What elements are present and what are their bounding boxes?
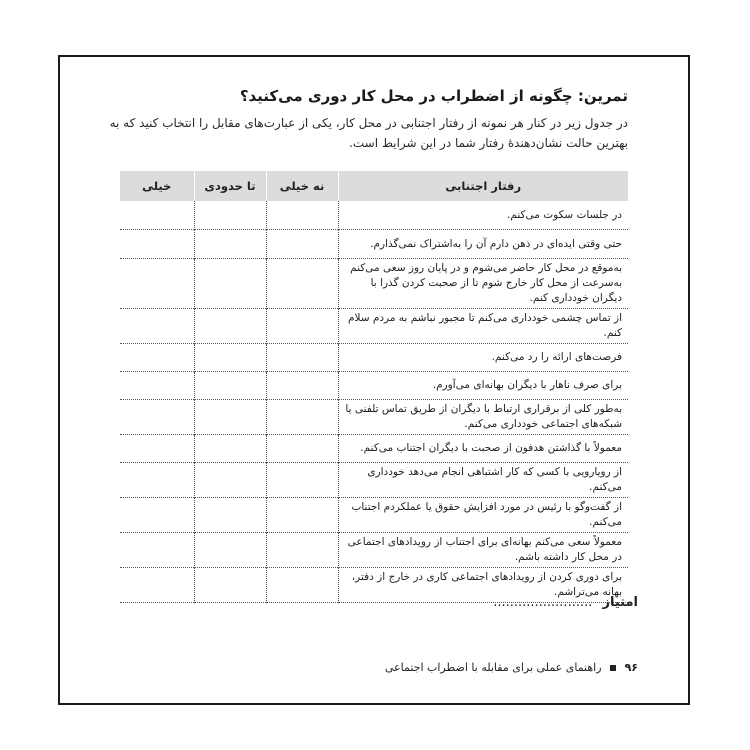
header-behavior: رفتار اجتنابی <box>338 171 628 201</box>
answer-cell-somewhat[interactable] <box>194 568 266 603</box>
table-row <box>120 309 628 344</box>
answer-cell-not-much[interactable] <box>266 344 338 372</box>
behavior-cell: معمولاً سعی می‌کنم بهانه‌ای برای اجتناب از رویدادهای اجتماعی در محل کار داشته باشم. <box>338 533 628 568</box>
answer-cell-somewhat[interactable] <box>194 344 266 372</box>
answer-cell-not-much[interactable] <box>266 230 338 259</box>
answer-cell-not-much[interactable] <box>266 435 338 463</box>
exercise-instructions: در جدول زیر در کنار هر نمونه از رفتار اجتنابی در محل کار، یکی از عبارت‌های مقابل را انتخاب کنید که به بهترین حالت نشان‌دهندهٔ رفتار شما در این شرایط است. <box>109 116 628 150</box>
behavior-cell: به‌موقع در محل کار حاضر می‌شوم و در پایان روز سعی می‌کنم به‌سرعت از محل کار خارج شوم تا از صحبت کردن گذرا با دیگران خودداری کنم. <box>338 259 628 309</box>
answer-cell-very-much[interactable] <box>120 372 194 400</box>
header-not-much: نه خیلی <box>266 171 338 201</box>
answer-cell-very-much[interactable] <box>120 201 194 230</box>
answer-cell-very-much[interactable] <box>120 309 194 344</box>
answer-cell-not-much[interactable] <box>266 259 338 309</box>
answer-cell-somewhat[interactable] <box>194 309 266 344</box>
answer-cell-not-much[interactable] <box>266 372 338 400</box>
table-row <box>120 533 628 568</box>
table-row <box>120 201 628 230</box>
table-row <box>120 344 628 372</box>
answer-cell-somewhat[interactable] <box>194 201 266 230</box>
behavior-cell: حتی وقتی ایده‌ای در ذهن دارم آن را به‌اشتراک نمی‌گذارم. <box>338 230 628 259</box>
answer-cell-not-much[interactable] <box>266 309 338 344</box>
answer-cell-somewhat[interactable] <box>194 372 266 400</box>
answer-cell-somewhat[interactable] <box>194 230 266 259</box>
answer-cell-somewhat[interactable] <box>194 259 266 309</box>
answer-cell-very-much[interactable] <box>120 400 194 435</box>
answer-cell-very-much[interactable] <box>120 533 194 568</box>
table-row <box>120 259 628 309</box>
page-footer <box>385 661 638 674</box>
table-row <box>120 230 628 259</box>
answer-cell-very-much[interactable] <box>120 498 194 533</box>
exercise-title: تمرین: چگونه از اضطراب در محل کار دوری می‌کنید؟ <box>239 87 628 105</box>
page-content <box>60 57 688 703</box>
answer-cell-somewhat[interactable] <box>194 463 266 498</box>
behavior-cell: فرصت‌های ارائه را رد می‌کنم. <box>338 344 628 372</box>
score-label: امتیاز <box>602 595 638 610</box>
answer-cell-not-much[interactable] <box>266 201 338 230</box>
behavior-cell: معمولاً با گذاشتن هدفون از صحبت با دیگران اجتناب می‌کنم. <box>338 435 628 463</box>
behavior-cell: به‌طور کلی از برقراری ارتباط با دیگران از طریق تماس تلفنی یا شبکه‌های اجتماعی خودداری می‌کنم. <box>338 400 628 435</box>
answer-cell-somewhat[interactable] <box>194 533 266 568</box>
behavior-cell: برای صرف ناهار با دیگران بهانه‌ای می‌آورم. <box>338 372 628 400</box>
score-blank[interactable]: ........................ <box>493 595 593 610</box>
table-row <box>120 498 628 533</box>
behavior-cell: از گفت‌وگو با رئیس در مورد افزایش حقوق یا عملکردم اجتناب می‌کنم. <box>338 498 628 533</box>
table-row <box>120 372 628 400</box>
behavior-cell: از تماس چشمی خودداری می‌کنم تا مجبور نباشم به مردم سلام کنم. <box>338 309 628 344</box>
answer-cell-somewhat[interactable] <box>194 400 266 435</box>
answer-cell-very-much[interactable] <box>120 435 194 463</box>
behavior-cell: در جلسات سکوت می‌کنم. <box>338 201 628 230</box>
answer-cell-somewhat[interactable] <box>194 435 266 463</box>
page-number: ۹۶ <box>624 661 638 674</box>
behavior-cell: از رویارویی با کسی که کار اشتباهی انجام می‌دهد خودداری می‌کنم. <box>338 463 628 498</box>
book-title: راهنمای عملی برای مقابله با اضطراب اجتماعی <box>384 661 602 674</box>
answer-cell-somewhat[interactable] <box>194 498 266 533</box>
answer-cell-not-much[interactable] <box>266 498 338 533</box>
answer-cell-not-much[interactable] <box>266 400 338 435</box>
answer-cell-very-much[interactable] <box>120 230 194 259</box>
table-row <box>120 435 628 463</box>
behavior-table <box>120 171 628 603</box>
answer-cell-not-much[interactable] <box>266 533 338 568</box>
answer-cell-not-much[interactable] <box>266 463 338 498</box>
answer-cell-very-much[interactable] <box>120 344 194 372</box>
answer-cell-very-much[interactable] <box>120 463 194 498</box>
score-line <box>493 595 638 610</box>
answer-cell-very-much[interactable] <box>120 259 194 309</box>
square-bullet-icon <box>610 665 616 671</box>
page-frame <box>58 55 690 705</box>
header-somewhat: تا حدودی <box>194 171 266 201</box>
table-row <box>120 463 628 498</box>
answer-cell-very-much[interactable] <box>120 568 194 603</box>
header-very-much: خیلی <box>120 171 194 201</box>
table-header-row <box>120 171 628 201</box>
answer-cell-not-much[interactable] <box>266 568 338 603</box>
table-row <box>120 400 628 435</box>
behavior-cell: برای دوری کردن از رویدادهای اجتماعی کاری در خارج از دفتر، بهانه می‌تراشم. <box>338 568 628 603</box>
